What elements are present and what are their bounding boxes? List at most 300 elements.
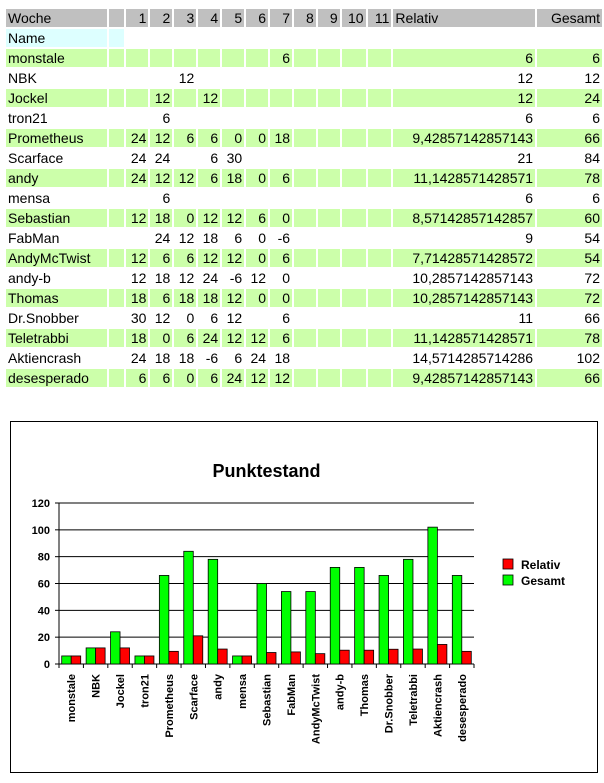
empty-cell [270, 29, 292, 47]
relativ-score: 11,1428571428571 [393, 329, 535, 347]
week-2-score: 0 [150, 329, 172, 347]
week-10-score [342, 109, 366, 127]
category-label: Dr.Snobber [383, 674, 396, 734]
gesamt-score: 6 [592, 190, 600, 206]
week-2-score: 6 [162, 190, 171, 206]
table-row [6, 289, 602, 307]
week-4-score: 12 [198, 249, 220, 267]
relativ-score: 10,2857142857143 [412, 270, 534, 286]
week-9-score [318, 209, 340, 227]
name-label-row [6, 29, 602, 47]
gesamt-score: 78 [537, 169, 602, 187]
week-8-score [294, 189, 316, 207]
week-7-score: 6 [270, 249, 292, 267]
table-row [6, 109, 602, 127]
player-name: andy [6, 169, 107, 187]
week-3-score: 12 [178, 230, 195, 246]
week-6-score: 0 [246, 129, 268, 147]
week-5-score: 0 [222, 129, 244, 147]
table-row [6, 149, 602, 167]
week-3-score: 0 [174, 209, 196, 227]
week-9-score [318, 69, 340, 87]
week-9-score [318, 129, 340, 147]
week-9-score [318, 89, 340, 107]
empty-cell [222, 29, 244, 47]
category-label: Aktiencrash [432, 674, 445, 737]
week-9-score [318, 269, 340, 287]
week-8-score [294, 49, 316, 67]
week-11-score [368, 289, 392, 307]
relativ-score: 9 [525, 230, 534, 246]
bar-gesamt [111, 632, 121, 664]
bar-relativ [340, 650, 350, 664]
gesamt-score: 102 [576, 350, 600, 366]
week-8-score [294, 269, 316, 287]
relativ-score: 21 [517, 150, 534, 166]
blank-cell [109, 69, 125, 87]
relativ-score: 9,42857142857143 [393, 129, 535, 147]
week-11-score [368, 189, 392, 207]
bar-gesamt [233, 656, 243, 664]
bar-relativ [71, 656, 81, 664]
week-2-score: 6 [162, 110, 171, 126]
week-7-score: 6 [282, 310, 291, 326]
category-label: andy-b [334, 674, 347, 711]
gesamt-score: 60 [537, 209, 602, 227]
blank-cell [109, 329, 125, 347]
table-row [6, 189, 602, 207]
blank-cell [109, 149, 125, 167]
player-name: andy-b [8, 270, 51, 286]
table-row [6, 229, 602, 247]
player-name: desesperado [6, 369, 107, 387]
week-1-score [126, 229, 148, 247]
week-1-score: 18 [126, 329, 148, 347]
week-3-score: 0 [174, 369, 196, 387]
gesamt-score: 72 [537, 289, 602, 307]
week-2-score: 24 [154, 230, 171, 246]
y-tick-label: 60 [37, 578, 50, 591]
week-4-score [198, 69, 220, 87]
week-1-score [126, 69, 148, 87]
week-11-score [368, 229, 392, 247]
header-col-8: 8 [294, 9, 316, 27]
week-8-score [294, 209, 316, 227]
week-9-score [318, 149, 340, 167]
week-3-score [174, 189, 196, 207]
week-6-score: 24 [250, 350, 267, 366]
week-4-score: 6 [198, 169, 220, 187]
bar-gesamt [452, 575, 462, 664]
week-11-score [368, 49, 392, 67]
week-11-score [368, 369, 392, 387]
week-3-score: 0 [186, 310, 195, 326]
relativ-score: 9,42857142857143 [393, 369, 535, 387]
blank-cell [109, 249, 125, 267]
week-11-score [368, 269, 392, 287]
week-5-score: 30 [226, 150, 243, 166]
chart-title: Punktestand [212, 461, 321, 481]
week-1-score: 24 [126, 129, 148, 147]
chart-frame [10, 421, 598, 773]
week-6-score: 12 [250, 270, 267, 286]
bar-gesamt [428, 527, 438, 664]
empty-cell [342, 29, 366, 47]
week-3-score: 12 [178, 270, 195, 286]
bar-relativ [364, 650, 374, 664]
category-label: Prometheus [163, 674, 176, 738]
week-10-score [342, 289, 366, 307]
week-1-score: 24 [130, 150, 147, 166]
relativ-score: 12 [393, 89, 535, 107]
week-9-score [318, 109, 340, 127]
category-label: NBK [90, 674, 103, 698]
bar-relativ [120, 648, 130, 664]
week-2-score: 6 [150, 369, 172, 387]
category-label: tron21 [139, 674, 152, 708]
week-4-score: 6 [210, 310, 219, 326]
week-5-score: 6 [234, 350, 243, 366]
gesamt-score: 54 [537, 249, 602, 267]
week-2-score: 18 [154, 270, 171, 286]
week-3-score: 6 [174, 329, 196, 347]
y-tick-label: 20 [37, 632, 50, 645]
week-8-score [294, 149, 316, 167]
week-9-score [318, 349, 340, 367]
header-col-1: 1 [126, 9, 148, 27]
week-6-score: 0 [246, 249, 268, 267]
week-7-score: 18 [274, 350, 291, 366]
week-4-score: 12 [198, 209, 220, 227]
table-body [6, 29, 602, 387]
bar-relativ [413, 649, 423, 664]
week-8-score [294, 69, 316, 87]
week-10-score [342, 349, 366, 367]
gesamt-score: 66 [584, 310, 600, 326]
gesamt-score: 6 [537, 49, 602, 67]
week-6-score [246, 309, 268, 327]
blank-cell [109, 209, 125, 227]
bar-relativ [169, 651, 179, 664]
player-name: Aktiencrash [8, 350, 82, 366]
week-4-score: 6 [198, 369, 220, 387]
header-col-5: 5 [222, 9, 244, 27]
week-6-score: 12 [246, 329, 268, 347]
y-tick-label: 40 [37, 605, 50, 618]
table-row [6, 89, 602, 107]
week-4-score [198, 189, 220, 207]
week-2-score: 18 [154, 350, 171, 366]
week-5-score [222, 89, 244, 107]
week-7-score: 0 [282, 270, 291, 286]
week-1-score [126, 89, 148, 107]
bar-gesamt [135, 656, 145, 664]
bar-gesamt [184, 551, 194, 664]
week-7-score: 6 [270, 49, 292, 67]
week-5-score [222, 189, 244, 207]
week-9-score [318, 309, 340, 327]
header-col-2: 2 [150, 9, 172, 27]
player-name: FabMan [8, 230, 60, 246]
week-5-score [222, 109, 244, 127]
week-1-score: 24 [130, 350, 147, 366]
week-11-score [368, 209, 392, 227]
week-1-score: 30 [130, 310, 147, 326]
y-tick-label: 80 [37, 551, 50, 564]
week-1-score: 12 [130, 270, 147, 286]
name-column-label: Name [6, 29, 107, 47]
blank-cell [109, 189, 125, 207]
week-7-score [270, 69, 292, 87]
week-4-score: 18 [198, 289, 220, 307]
week-6-score: 0 [246, 169, 268, 187]
header-col-6: 6 [246, 9, 268, 27]
player-name: Scarface [8, 150, 64, 166]
gesamt-score: 84 [584, 150, 600, 166]
week-4-score: 24 [202, 270, 219, 286]
empty-cell [174, 29, 196, 47]
gesamt-score: 6 [592, 110, 600, 126]
bar-gesamt [257, 584, 267, 665]
gesamt-score: 54 [584, 230, 600, 246]
table-row [6, 309, 602, 327]
category-label: FabMan [285, 674, 298, 716]
week-11-score [368, 169, 392, 187]
gesamt-score: 72 [584, 270, 600, 286]
week-9-score [318, 329, 340, 347]
bar-relativ [315, 654, 325, 664]
category-label: AndyMcTwist [310, 674, 323, 745]
week-3-score: 6 [174, 249, 196, 267]
week-11-score [368, 349, 392, 367]
week-7-score [270, 149, 292, 167]
relativ-score: 7,71428571428572 [393, 249, 535, 267]
relativ-score: 12 [517, 70, 534, 86]
blank-cell [109, 129, 125, 147]
empty-cell [393, 29, 535, 47]
table-row [6, 249, 602, 267]
relativ-score: 14,5714285714286 [412, 350, 534, 366]
week-7-score [270, 109, 292, 127]
y-tick-label: 0 [43, 659, 50, 671]
week-11-score [368, 69, 392, 87]
bar-relativ [291, 652, 301, 664]
week-1-score [126, 189, 148, 207]
week-10-score [342, 329, 366, 347]
week-7-score: 6 [270, 329, 292, 347]
week-6-score: 12 [246, 369, 268, 387]
week-6-score [246, 89, 268, 107]
week-6-score [246, 149, 268, 167]
blank-cell [109, 309, 125, 327]
week-11-score [368, 329, 392, 347]
week-2-score: 12 [150, 89, 172, 107]
week-4-score [198, 49, 220, 67]
score-table [4, 7, 604, 389]
week-3-score [174, 149, 196, 167]
week-4-score: -6 [205, 350, 219, 366]
week-10-score [342, 149, 366, 167]
week-9-score [318, 49, 340, 67]
bar-gesamt [208, 559, 218, 664]
week-1-score: 12 [126, 209, 148, 227]
player-name: monstale [6, 49, 107, 67]
week-2-score [150, 49, 172, 67]
week-8-score [294, 169, 316, 187]
empty-cell [368, 29, 392, 47]
week-1-score [126, 109, 148, 127]
blank-cell [109, 169, 125, 187]
week-4-score: 24 [198, 329, 220, 347]
blank-cell [109, 349, 125, 367]
week-2-score: 18 [150, 209, 172, 227]
player-name: Sebastian [6, 209, 107, 227]
y-tick-label: 120 [31, 498, 50, 510]
relativ-score: 10,2857142857143 [393, 289, 535, 307]
player-name: Thomas [6, 289, 107, 307]
legend-label-gesamt: Gesamt [521, 574, 566, 588]
week-8-score [294, 109, 316, 127]
week-5-score: 12 [222, 329, 244, 347]
week-7-score: 0 [270, 289, 292, 307]
week-3-score: 12 [178, 70, 195, 86]
table-row [6, 49, 602, 67]
week-3-score [174, 49, 196, 67]
table-row [6, 349, 602, 367]
gesamt-score: 78 [537, 329, 602, 347]
bar-relativ [462, 651, 472, 664]
header-col-3: 3 [174, 9, 196, 27]
week-8-score [294, 89, 316, 107]
empty-cell [150, 29, 172, 47]
week-10-score [342, 189, 366, 207]
week-5-score: -6 [229, 270, 243, 286]
week-5-score: 12 [226, 310, 243, 326]
blank-cell [109, 289, 125, 307]
category-label: monstale [66, 674, 79, 723]
week-5-score [222, 69, 244, 87]
table-row [6, 69, 602, 87]
week-10-score [342, 249, 366, 267]
player-name: Dr.Snobber [8, 310, 79, 326]
week-5-score: 12 [222, 289, 244, 307]
table-row [6, 329, 602, 347]
week-9-score [318, 229, 340, 247]
legend-swatch-gesamt [503, 575, 513, 585]
week-11-score [368, 109, 392, 127]
week-4-score: 6 [198, 129, 220, 147]
week-8-score [294, 289, 316, 307]
bar-relativ [242, 656, 252, 664]
blank-cell [109, 269, 125, 287]
bar-gesamt [403, 559, 413, 664]
bar-gesamt [330, 567, 340, 664]
category-label: Scarface [188, 674, 201, 720]
bar-gesamt [281, 592, 291, 664]
bar-relativ [218, 649, 228, 664]
week-5-score [222, 49, 244, 67]
bar-relativ [96, 648, 106, 664]
week-10-score [342, 269, 366, 287]
week-4-score: 12 [198, 89, 220, 107]
week-10-score [342, 309, 366, 327]
week-5-score: 6 [234, 230, 243, 246]
header-col-10: 10 [342, 9, 366, 27]
week-6-score [246, 69, 268, 87]
week-3-score: 12 [174, 169, 196, 187]
header-col-4: 4 [198, 9, 220, 27]
table-row [6, 209, 602, 227]
week-7-score: -6 [277, 230, 291, 246]
blank-cell [109, 369, 125, 387]
week-2-score: 12 [150, 129, 172, 147]
week-4-score: 18 [202, 230, 219, 246]
week-2-score: 12 [154, 310, 171, 326]
week-5-score: 24 [222, 369, 244, 387]
table-row [6, 129, 602, 147]
week-9-score [318, 189, 340, 207]
blank-cell [109, 229, 125, 247]
legend-label-relativ: Relativ [521, 558, 561, 572]
week-1-score: 24 [126, 169, 148, 187]
category-label: Thomas [359, 674, 372, 717]
empty-cell [318, 29, 340, 47]
week-1-score: 18 [126, 289, 148, 307]
week-1-score: 12 [126, 249, 148, 267]
table-row [6, 269, 602, 287]
bar-relativ [389, 649, 399, 664]
player-name: Teletrabbi [6, 329, 107, 347]
week-10-score [342, 89, 366, 107]
relativ-score: 6 [393, 49, 535, 67]
week-7-score: 18 [270, 129, 292, 147]
category-label: Jockel [115, 674, 128, 709]
empty-cell [294, 29, 316, 47]
week-8-score [294, 349, 316, 367]
week-9-score [318, 289, 340, 307]
empty-cell [109, 29, 125, 47]
header-col-11: 11 [368, 9, 392, 27]
bar-relativ [193, 636, 203, 664]
category-label: Teletrabbi [407, 674, 420, 726]
week-10-score [342, 69, 366, 87]
week-9-score [318, 249, 340, 267]
header-col-gesamt: Gesamt [537, 9, 602, 27]
week-6-score: 6 [246, 209, 268, 227]
week-11-score [368, 89, 392, 107]
player-name: AndyMcTwist [6, 249, 107, 267]
gesamt-score: 12 [584, 70, 600, 86]
relativ-score: 8,57142857142857 [393, 209, 535, 227]
category-label: andy [212, 674, 225, 700]
week-8-score [294, 129, 316, 147]
week-6-score [246, 189, 268, 207]
blank-cell [109, 89, 125, 107]
week-10-score [342, 369, 366, 387]
week-3-score: 6 [174, 129, 196, 147]
gesamt-score: 66 [537, 129, 602, 147]
week-11-score [368, 129, 392, 147]
week-2-score [150, 69, 172, 87]
player-name: Prometheus [6, 129, 107, 147]
week-8-score [294, 229, 316, 247]
empty-cell [246, 29, 268, 47]
week-7-score [270, 89, 292, 107]
bar-gesamt [159, 575, 169, 664]
week-6-score [246, 49, 268, 67]
week-10-score [342, 49, 366, 67]
week-8-score [294, 309, 316, 327]
